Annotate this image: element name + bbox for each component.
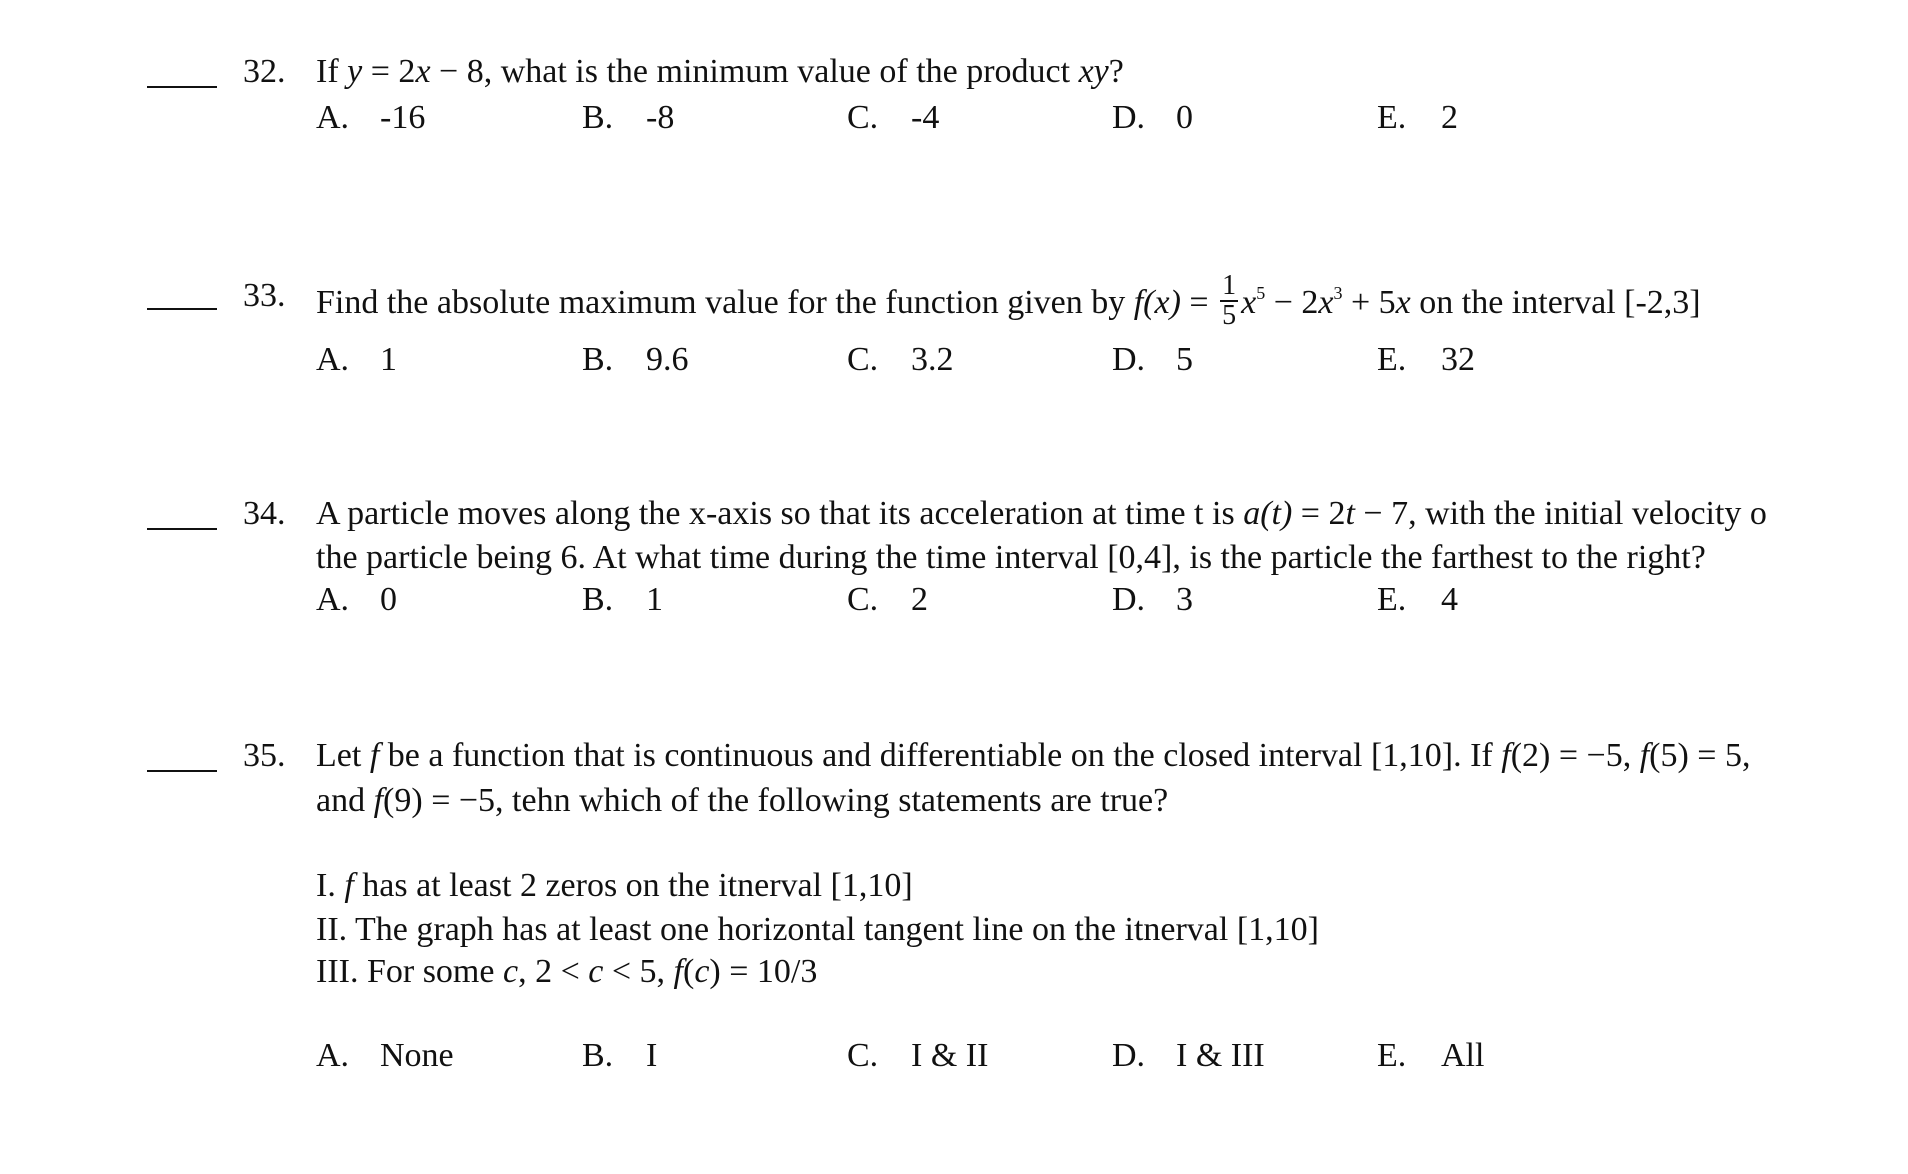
fraction: $\frac{1}{5}$ xyxy=(1222,270,1237,331)
option-e[interactable]: E. 4 xyxy=(1377,581,1458,618)
answer-blank[interactable] xyxy=(147,308,217,310)
answer-blank[interactable] xyxy=(147,528,217,530)
option-d[interactable]: D. 5 xyxy=(1112,341,1193,378)
question-number: 32. xyxy=(243,53,286,90)
option-d[interactable]: D. 0 xyxy=(1112,99,1193,136)
question-stem-line-2: and f(9) = −5, tehn which of the following statements are true? xyxy=(316,782,1169,819)
question-stem-line-2: the particle being 6. At what time during the time interval [0,4], is the particle the farthest to the right? xyxy=(316,539,1706,576)
option-b[interactable]: B. 1 xyxy=(582,581,663,618)
option-c[interactable]: C. 2 xyxy=(847,581,928,618)
question-stem-line-1: A particle moves along the x-axis so that its acceleration at time t is a(t) = 2t − 7, with the initial velocity o xyxy=(316,495,1767,532)
option-d[interactable]: D. I & III xyxy=(1112,1037,1265,1074)
option-c[interactable]: C. -4 xyxy=(847,99,940,136)
option-c[interactable]: C. I & II xyxy=(847,1037,989,1074)
option-c[interactable]: C. 3.2 xyxy=(847,341,954,378)
question-stem: If y = 2x − 8, what is the minimum value of the product xy? xyxy=(316,53,1124,90)
option-b[interactable]: B. -8 xyxy=(582,99,675,136)
option-e[interactable]: E. 2 xyxy=(1377,99,1458,136)
question-number: 33. xyxy=(243,277,286,314)
option-a[interactable]: A. -16 xyxy=(316,99,426,136)
option-a[interactable]: A. None xyxy=(316,1037,454,1074)
option-b[interactable]: B. 9.6 xyxy=(582,341,689,378)
option-e[interactable]: E. 32 xyxy=(1377,341,1475,378)
answer-blank[interactable] xyxy=(147,86,217,88)
option-a[interactable]: A. 0 xyxy=(316,581,397,618)
option-e[interactable]: E. All xyxy=(1377,1037,1485,1074)
statement-ii: II. The graph has at least one horizontal tangent line on the itnerval [1,10] xyxy=(316,911,1319,948)
question-number: 35. xyxy=(243,737,286,774)
question-stem-line-1: Let f be a function that is continuous and differentiable on the closed interval [1,10]. If f(2) = −5, f(5) = 5, xyxy=(316,737,1751,774)
option-a[interactable]: A. 1 xyxy=(316,341,397,378)
statement-i: I. f has at least 2 zeros on the itnerval [1,10] xyxy=(316,867,913,904)
question-number: 34. xyxy=(243,495,286,532)
question-stem: Find the absolute maximum value for the function given by f(x) = $\frac{1}{5}$ $x^5 - 2x^3 + 5x$ on the interval [-2,3] xyxy=(316,270,1701,331)
statement-iii: III. For some c, 2 < c < 5, f(c) = 10/3 xyxy=(316,953,818,990)
option-b[interactable]: B. I xyxy=(582,1037,658,1074)
answer-blank[interactable] xyxy=(147,770,217,772)
option-d[interactable]: D. 3 xyxy=(1112,581,1193,618)
